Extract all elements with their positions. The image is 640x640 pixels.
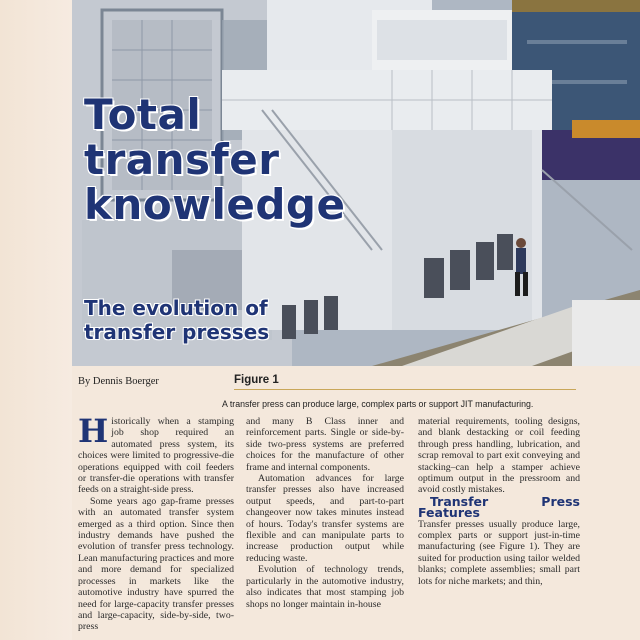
figure-label: Figure 1	[234, 374, 279, 386]
body-column-2	[246, 416, 404, 610]
title-line: transfer	[84, 135, 280, 184]
paragraph: Transfer presses usually produce large, complex parts or support just-in-time manufacturing (see Figure 1). They are suited for production using tailor welded blanks; complete assemblies; small part lots for niche markets; and thin,	[418, 518, 580, 587]
paragraph	[78, 412, 234, 496]
title-line: Total	[84, 90, 202, 139]
paragraph: material requirements, tooling designs, and blank destacking or coil feeding through press handling, lubrication, and scrap removal to part exit conveying and stacking–can help a stamper achieve optimum output in the pressroom and avoid costly mistakes.	[418, 416, 580, 496]
byline: By Dennis Boerger	[78, 376, 159, 387]
article-subtitle	[84, 296, 269, 344]
section-heading: Transfer Press Features	[418, 493, 580, 521]
title-line: knowledge	[84, 180, 346, 229]
paragraph: Some years ago gap-frame presses with an automated transfer system emerged as a third option. Since then industry demands have pushed the evolution of transfer press technology. Lean manufacturing practices and more and more demand for specialized processes in markets like the automotive industry have spurred the need for large-capacity transfer presses and large-capacity, side-by-side, two-press	[78, 495, 234, 633]
paragraph-text: istorically when a stamping job shop required an automated press system, its choices were limited to progressive-die operations equipped with coil feeders or transfer-die operations with transfer feeds on a straight-side press.	[78, 416, 234, 496]
transfer-press-photo	[72, 0, 640, 366]
figure-rule	[234, 389, 576, 390]
article-title	[84, 92, 345, 227]
body-column-3	[418, 416, 580, 587]
subtitle-line: The evolution of	[84, 296, 268, 320]
subtitle-line: transfer presses	[84, 320, 270, 344]
drop-cap: H	[78, 412, 109, 450]
figure-caption: A transfer press can produce large, complex parts or support JIT manufacturing.	[222, 399, 534, 409]
paragraph: and many B Class inner and reinforcement parts. Single or side-by-side two-press systems are preferred choices for the manufacture of other frame and internal components.	[246, 416, 404, 473]
page-margin	[0, 0, 72, 640]
paragraph: Automation advances for large transfer presses also have increased output speeds, and part-to-part changeover now takes minutes instead of hours. Today's transfer systems are flexible and can manipulate parts to increase production output while reducing waste.	[246, 473, 404, 564]
body-column-1	[78, 412, 234, 633]
paragraph: Evolution of technology trends, particularly in the automotive industry, also indicates that most stamping job shops no longer maintain in-house	[246, 564, 404, 610]
